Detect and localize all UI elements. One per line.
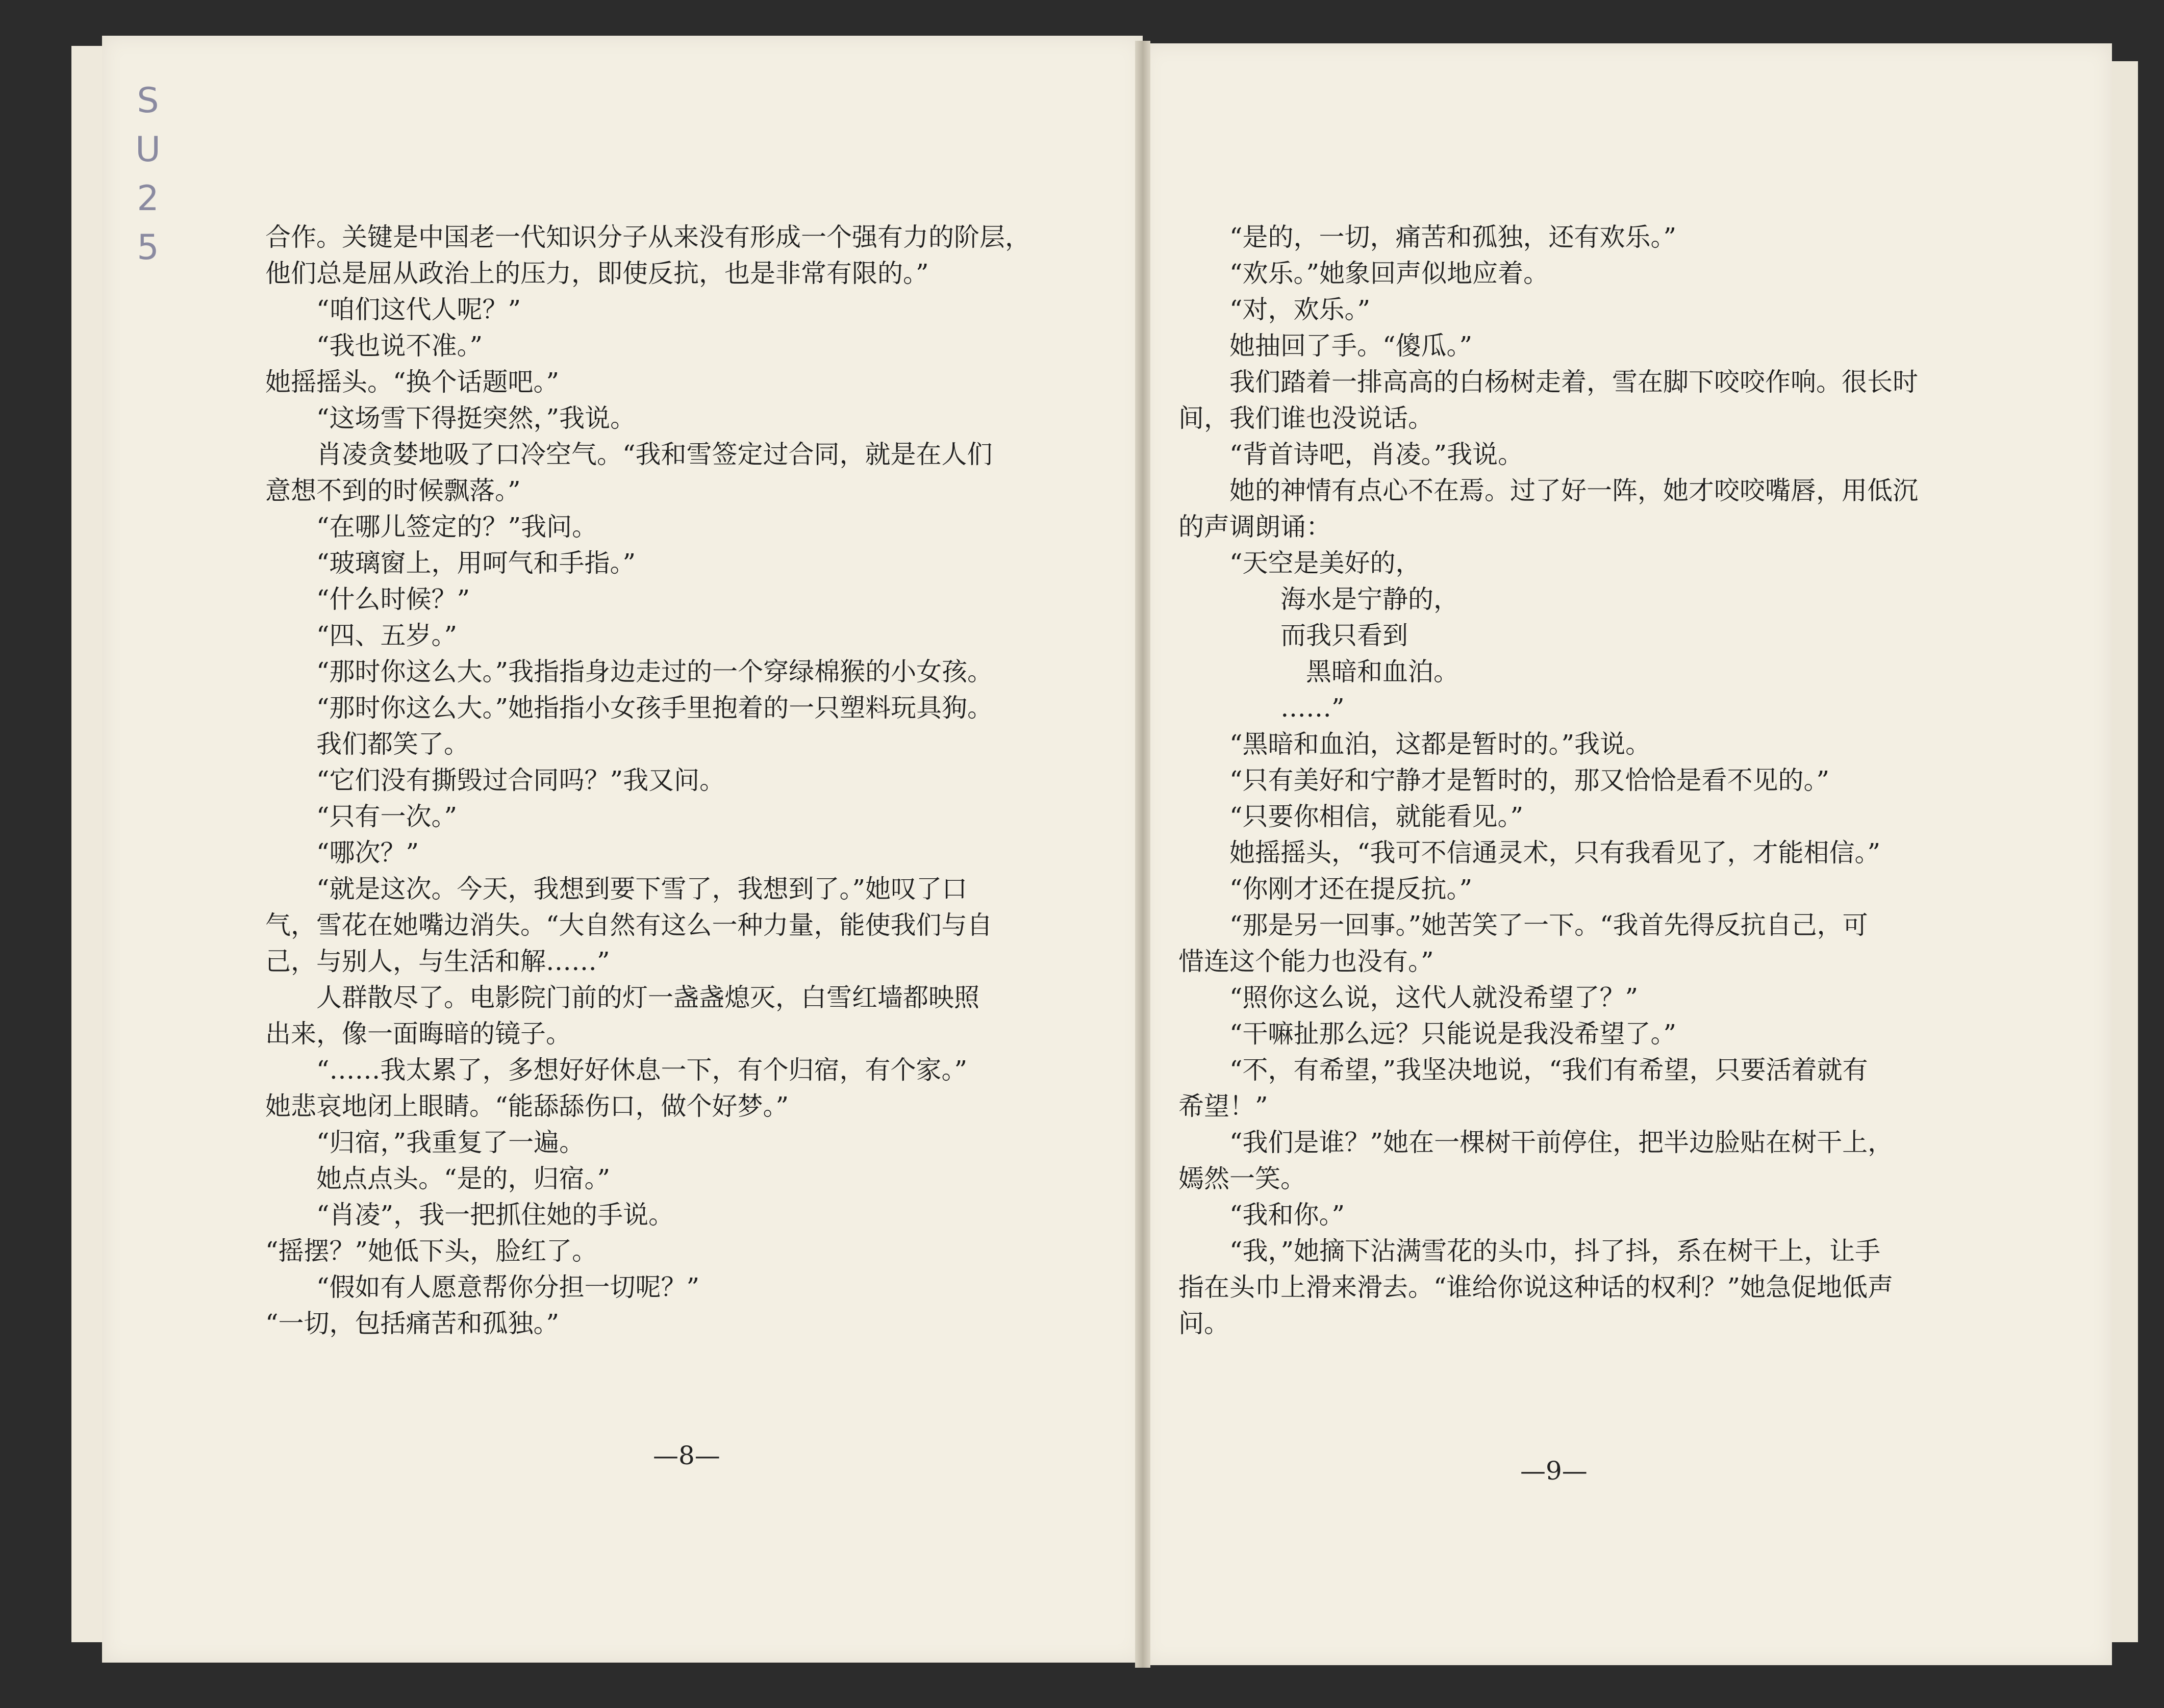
text-line: “对，欢乐。” [1229, 295, 1371, 324]
text-line: “摇摆？”她低下头，脸红了。 [265, 1236, 598, 1266]
underlying-page-edge-left [71, 46, 103, 1642]
annotation-char: 5 [137, 227, 159, 268]
text-line: 问。 [1178, 1309, 1229, 1338]
text-line: “一切，包括痛苦和孤独。” [265, 1309, 560, 1338]
text-line: 她抽回了手。“傻瓜。” [1229, 331, 1473, 361]
text-line: “只有一次。” [316, 802, 458, 831]
text-line: 肖凌贪婪地吸了口冷空气。“我和雪签定过合同，就是在人们 [316, 440, 993, 469]
text-line: “肖凌”，我一把抓住她的手说。 [316, 1200, 674, 1230]
text-line: 她摇摇头，“我可不信通灵术，只有我看见了，才能相信。” [1229, 838, 1881, 868]
text-line: “我和你。” [1229, 1200, 1345, 1230]
page-number-left: —8— [653, 1441, 720, 1470]
text-line: “背首诗吧，肖凌。”我说。 [1229, 440, 1524, 469]
annotation-char: 2 [137, 179, 159, 219]
text-line: “哪次？” [316, 838, 419, 868]
text-line: “就是这次。今天，我想到要下雪了，我想到了。”她叹了口 [316, 874, 968, 904]
text-line: “只有美好和宁静才是暂时的，那又恰恰是看不见的。” [1229, 766, 1830, 795]
text-line: 我们都笑了。 [316, 729, 469, 759]
text-line: 我们踏着一排高高的白杨树走着，雪在脚下咬咬作响。很长时 [1229, 367, 1918, 397]
text-line: ……” [1280, 693, 1345, 723]
text-line: “天空是美好的， [1229, 548, 1421, 578]
right-page-text [1178, 219, 2015, 1342]
text-line: 出来，像一面晦暗的镜子。 [265, 1019, 571, 1049]
annotation-char: U [135, 130, 161, 170]
text-line: “是的，一切，痛苦和孤独，还有欢乐。” [1229, 222, 1677, 252]
text-line: 意想不到的时候飘落。” [265, 476, 521, 505]
text-line: “归宿，”我重复了一遍。 [316, 1128, 585, 1157]
page-number-right: —9— [1520, 1456, 1588, 1486]
text-line: 的声调朗诵： [1178, 512, 1331, 542]
text-line: 嫣然一笑。 [1178, 1164, 1306, 1193]
text-line: 希望！” [1178, 1091, 1268, 1121]
text-line: “咱们这代人呢？” [316, 295, 521, 324]
text-line: 指在头巾上滑来滑去。“谁给你说这种话的权利？”她急促地低声 [1178, 1272, 1894, 1302]
text-line: 她点点头。“是的，归宿。” [316, 1164, 611, 1193]
text-line: “照你这么说，这代人就没希望了？” [1229, 983, 1639, 1012]
text-line: 惜连这个能力也没有。” [1178, 947, 1434, 976]
text-line: 黑暗和血泊。 [1306, 657, 1459, 686]
text-line: “玻璃窗上，用呵气和手指。” [316, 548, 636, 578]
text-line: “干嘛扯那么远？只能说是我没希望了。” [1229, 1019, 1677, 1049]
text-line: 她摇摇头。“换个话题吧。” [265, 367, 560, 397]
text-line: “我也说不准。” [316, 331, 483, 361]
text-line: “这场雪下得挺突然，”我说。 [316, 403, 636, 433]
text-line: “那时你这么大。”我指指身边走过的一个穿绿棉猴的小女孩。 [316, 657, 993, 686]
text-line: “……我太累了，多想好好休息一下，有个归宿，有个家。” [316, 1055, 968, 1085]
text-line: 间，我们谁也没说话。 [1178, 403, 1433, 433]
text-line: “你刚才还在提反抗。” [1229, 874, 1473, 904]
text-line: “在哪儿签定的？”我问。 [316, 512, 598, 542]
margin-annotation [128, 77, 168, 272]
text-line: “它们没有撕毁过合同吗？”我又问。 [316, 766, 725, 795]
text-line: “假如有人愿意帮你分担一切呢？” [316, 1272, 700, 1302]
text-line: 己，与别人，与生活和解……” [265, 947, 610, 976]
text-line: “什么时候？” [316, 584, 470, 614]
annotation-char: S [137, 81, 159, 121]
text-line: “我，”她摘下沾满雪花的头巾，抖了抖，系在树干上，让手 [1229, 1236, 1881, 1266]
left-page-text [265, 219, 1102, 1342]
text-line: 人群散尽了。电影院门前的灯一盏盏熄灭，白雪红墙都映照 [316, 983, 979, 1012]
text-line: “那是另一回事。”她苦笑了一下。“我首先得反抗自己，可 [1229, 910, 1868, 940]
text-line: 合作。关键是中国老一代知识分子从来没有形成一个强有力的阶层， [265, 222, 1030, 252]
text-line: “不，有希望，”我坚决地说，“我们有希望，只要活着就有 [1229, 1055, 1868, 1085]
text-line: “黑暗和血泊，这都是暂时的。”我说。 [1229, 729, 1651, 759]
text-line: “那时你这么大。”她指指小女孩手里抱着的一只塑料玩具狗。 [316, 693, 993, 723]
text-line: “欢乐。”她象回声似地应着。 [1229, 259, 1549, 288]
text-line: “只要你相信，就能看见。” [1229, 802, 1524, 831]
book-gutter [1135, 41, 1150, 1668]
text-line: “四、五岁。” [316, 621, 458, 650]
text-line: 他们总是屈从政治上的压力，即使反抗，也是非常有限的。” [265, 259, 929, 288]
text-line: 气，雪花在她嘴边消失。“大自然有这么一种力量，能使我们与自 [265, 910, 993, 940]
text-line: “我们是谁？”她在一棵树干前停住，把半边脸贴在树干上， [1229, 1128, 1894, 1157]
text-line: 她悲哀地闭上眼睛。“能舔舔伤口，做个好梦。” [265, 1091, 789, 1121]
text-line: 海水是宁静的， [1280, 584, 1459, 614]
text-line: 她的神情有点心不在焉。过了好一阵，她才咬咬嘴唇，用低沉 [1229, 476, 1918, 505]
text-line: 而我只看到 [1280, 621, 1408, 650]
